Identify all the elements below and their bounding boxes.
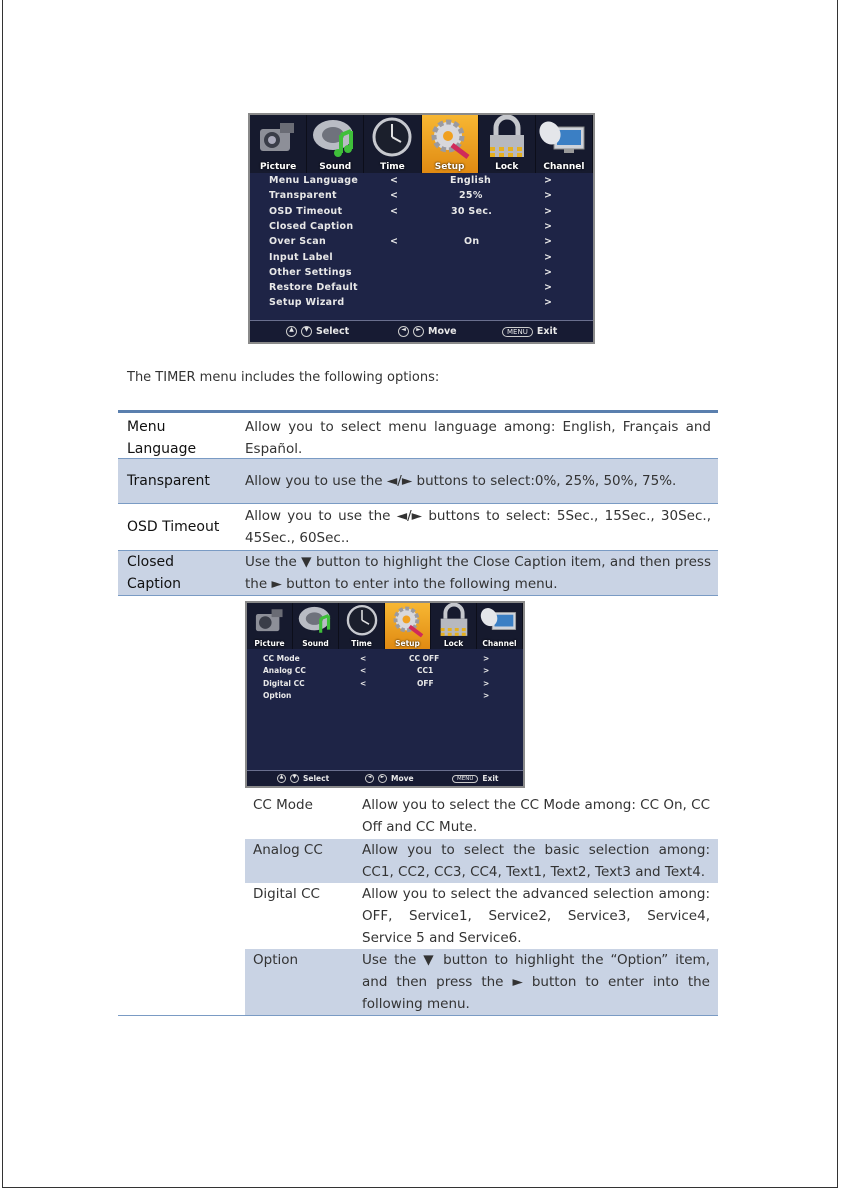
tab-label: Setup [395, 639, 420, 648]
table-row-closed-caption: Closed Caption Use the ▼ button to highlight the Close Caption item, and then press the ► button to enter into the following menu. [118, 550, 718, 596]
camera-icon [250, 115, 306, 161]
right-arrow-icon: ► [413, 326, 424, 337]
menu-tab-bar [247, 603, 523, 649]
subtable-row-cc-mode: CC Mode Allow you to select the CC Mode among: CC On, CC Off and CC Mute. [253, 797, 710, 835]
closed-caption-menu-screenshot [245, 601, 525, 788]
gear-icon [422, 115, 478, 161]
tab-label: Sound [302, 639, 329, 648]
menu-key-icon: MENU [452, 775, 478, 783]
tab-label: Time [380, 162, 405, 172]
down-arrow-icon: ▼ [301, 326, 312, 337]
left-arrow-icon: ◄ [398, 326, 409, 337]
tab-channel[interactable] [477, 603, 523, 649]
padlock-icon [432, 603, 476, 639]
tab-label: Channel [543, 162, 585, 172]
padlock-icon [479, 115, 535, 161]
hint-select: ▲ ▼ Select [277, 774, 329, 783]
down-arrow-icon: ▼ [290, 774, 299, 783]
tab-sound[interactable] [307, 115, 364, 173]
menu-row-osd-timeout[interactable]: OSD Timeout < 30 Sec. > [269, 205, 553, 217]
hint-select: ▲ ▼ Select [286, 326, 349, 337]
menu-row-closed-caption[interactable]: Closed Caption > [269, 220, 553, 232]
table-bottom-rule [118, 1015, 718, 1016]
tab-picture[interactable] [247, 603, 293, 649]
menu-row-restore-default[interactable]: Restore Default > [269, 282, 553, 294]
menu-row-transparent[interactable]: Transparent < 25% > [269, 190, 553, 202]
menu-row-option[interactable]: Option > [263, 690, 490, 700]
setup-menu-screenshot [248, 113, 595, 344]
menu-key-icon: MENU [502, 327, 533, 337]
up-arrow-icon: ▲ [286, 326, 297, 337]
subtable-row-digital-cc: Digital CC Allow you to select the advanced selection among: OFF, Service1, Service2, Service3, Service4, Service 5 and Service6. [253, 886, 710, 946]
tab-setup[interactable] [422, 115, 479, 173]
hint-exit: MENU Exit [502, 326, 557, 337]
tab-sound[interactable] [293, 603, 339, 649]
clock-icon [340, 603, 384, 639]
tab-label: Lock [495, 162, 519, 172]
speaker-icon [307, 115, 363, 161]
satellite-icon [478, 603, 522, 639]
tab-label: Picture [254, 639, 285, 648]
left-arrow-icon: ◄ [365, 774, 374, 783]
tab-label: Setup [434, 162, 465, 172]
hint-exit: MENU Exit [452, 774, 499, 783]
menu-tab-bar [250, 115, 593, 173]
up-arrow-icon: ▲ [277, 774, 286, 783]
subtable-row-option: Option Use the ▼ button to highlight the “Option” item, and then press the ► button to enter into the following menu. [245, 949, 718, 1015]
tab-label: Picture [259, 162, 297, 172]
table-row-transparent: Transparent Allow you to use the ◄/► buttons to select:0%, 25%, 50%, 75%. [118, 458, 718, 503]
tab-label: Channel [482, 639, 517, 648]
menu-row-digital-cc[interactable]: Digital CC < OFF > [263, 678, 490, 688]
tab-time[interactable] [339, 603, 385, 649]
hint-move: ◄ ► Move [365, 774, 414, 783]
hint-move: ◄ ► Move [398, 326, 457, 337]
menu-row-over-scan[interactable]: Over Scan < On > [269, 236, 553, 248]
tab-label: Lock [443, 639, 464, 648]
menu-row-setup-wizard[interactable]: Setup Wizard > [269, 297, 553, 309]
camera-icon [248, 603, 292, 639]
intro-text: The TIMER menu includes the following options: [127, 370, 440, 385]
tab-time[interactable] [364, 115, 421, 173]
table-row-menu-language: Menu Language Allow you to select menu language among: English, Français and Español. [118, 410, 718, 458]
menu-row-other-settings[interactable]: Other Settings > [269, 266, 553, 278]
menu-row-input-label[interactable]: Input Label > [269, 251, 553, 263]
menu-row-menu-language[interactable]: Menu Language < English > [269, 175, 553, 186]
tab-setup[interactable] [385, 603, 431, 649]
tab-channel[interactable] [536, 115, 593, 173]
speaker-icon [294, 603, 338, 639]
tab-label: Sound [319, 162, 352, 172]
gear-icon [386, 603, 430, 639]
clock-icon [364, 115, 420, 161]
tab-label: Time [351, 639, 372, 648]
osd-footer-hints [250, 320, 593, 342]
tab-lock[interactable] [479, 115, 536, 173]
menu-row-analog-cc[interactable]: Analog CC < CC1 > [263, 666, 490, 676]
table-row-osd-timeout: OSD Timeout Allow you to use the ◄/► buttons to select: 5Sec., 15Sec., 30Sec., 45Sec., 60Sec.. [118, 503, 718, 550]
menu-row-cc-mode[interactable]: CC Mode < CC OFF > [263, 654, 490, 663]
tab-picture[interactable] [250, 115, 307, 173]
tab-lock[interactable] [431, 603, 477, 649]
right-arrow-icon: ► [378, 774, 387, 783]
satellite-icon [536, 115, 592, 161]
osd-footer-hints [247, 770, 523, 786]
subtable-row-analog-cc: Analog CC Allow you to select the basic selection among: CC1, CC2, CC3, CC4, Text1, Text2, Text3 and Text4. [245, 839, 718, 883]
